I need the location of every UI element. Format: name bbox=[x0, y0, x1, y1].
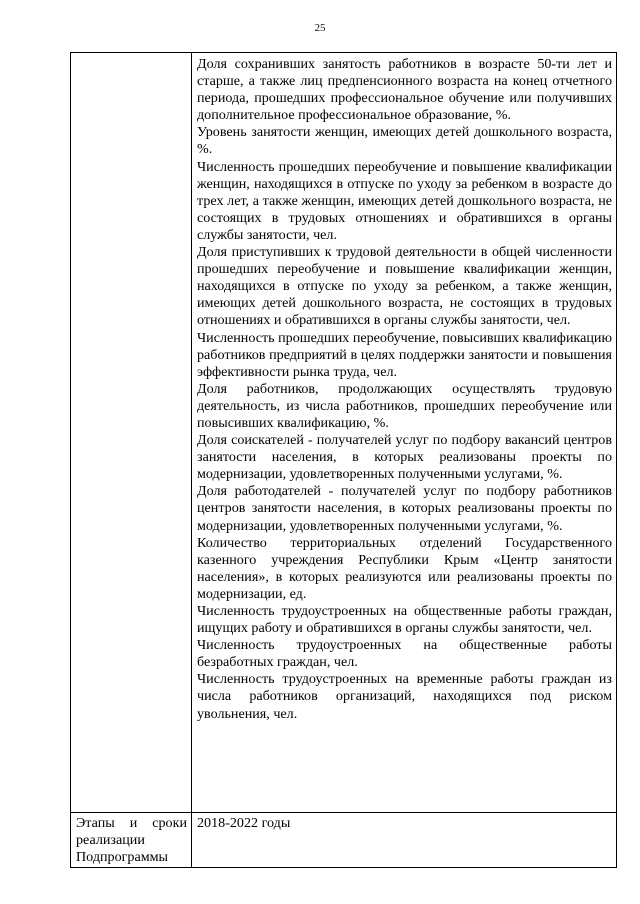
stages-label: Этапы и сроки реализации Подпрограммы bbox=[76, 815, 187, 866]
indicator-paragraph: Доля соискателей - получателей услуг по подбору вакансий центров занятости населения, в которых реализованы проекты по модернизации, удовлетворенных полученными услугами, %. bbox=[197, 432, 612, 483]
indicator-paragraph: Численность трудоустроенных на временные работы граждан из числа работников организаций, находящихся под риском увольнения, чел. bbox=[197, 671, 612, 722]
indicator-paragraph: Доля работодателей - получателей услуг по подбору работников центров занятости населения, в которых реализованы проекты по модернизации, удовлетворенных полученными услугами, %. bbox=[197, 483, 612, 534]
stages-value-cell bbox=[192, 813, 617, 868]
indicators-cell bbox=[192, 53, 617, 813]
stages-value: 2018-2022 годы bbox=[197, 815, 291, 831]
indicator-paragraph: Доля приступивших к трудовой деятельности в общей численности прошедших переобучение и повышение квалификации женщин, находящихся в отпуске по уходу за ребенком, а также женщин, имеющих детей дошкольного возраста, не состоящих в трудовых отношениях и обратившихся в органы службы занятости, чел. bbox=[197, 244, 612, 329]
indicator-paragraph: Доля работников, продолжающих осуществлять трудовую деятельность, из числа работников, прошедших переобучение или повысивших квалификацию, %. bbox=[197, 380, 612, 431]
indicator-paragraph: Уровень занятости женщин, имеющих детей дошкольного возраста, %. bbox=[197, 124, 612, 158]
indicator-paragraph: Численность прошедших переобучение и повышение квалификации женщин, находящихся в отпуске по уходу за ребенком в возрасте до трех лет, а также женщин, имеющих детей дошкольного возраста, не состоящих в трудовых отношениях и обратившихся в органы службы занятости, чел. bbox=[197, 158, 612, 243]
indicator-paragraph: Численность прошедших переобучение, повысивших квалификацию работников предприятий в целях поддержки занятости и повышения эффективности рынка труда, чел. bbox=[197, 329, 612, 380]
indicator-paragraph: Численность трудоустроенных на общественные работы безработных граждан, чел. bbox=[197, 637, 612, 671]
indicator-paragraph: Доля сохранивших занятость работников в возрасте 50-ти лет и старше, а также лиц предпенсионного возраста на конец отчетного периода, прошедших профессиональное обучение или получивших дополнительное профессиональное образование, %. bbox=[197, 56, 612, 124]
program-passport-table bbox=[70, 52, 617, 868]
stages-label-cell bbox=[71, 813, 192, 868]
page-number: 25 bbox=[314, 22, 326, 34]
indicator-paragraph: Численность трудоустроенных на общественные работы граждан, ищущих работу и обратившихся в органы службы занятости, чел. bbox=[197, 603, 612, 637]
table-row bbox=[71, 53, 617, 813]
empty-label-cell bbox=[71, 53, 192, 813]
indicator-paragraph: Количество территориальных отделений Государственного казенного учреждения Республики Крым «Центр занятости населения», в которых реализуются или реализованы проекты по модернизации, ед. bbox=[197, 534, 612, 602]
table-row bbox=[71, 813, 617, 868]
